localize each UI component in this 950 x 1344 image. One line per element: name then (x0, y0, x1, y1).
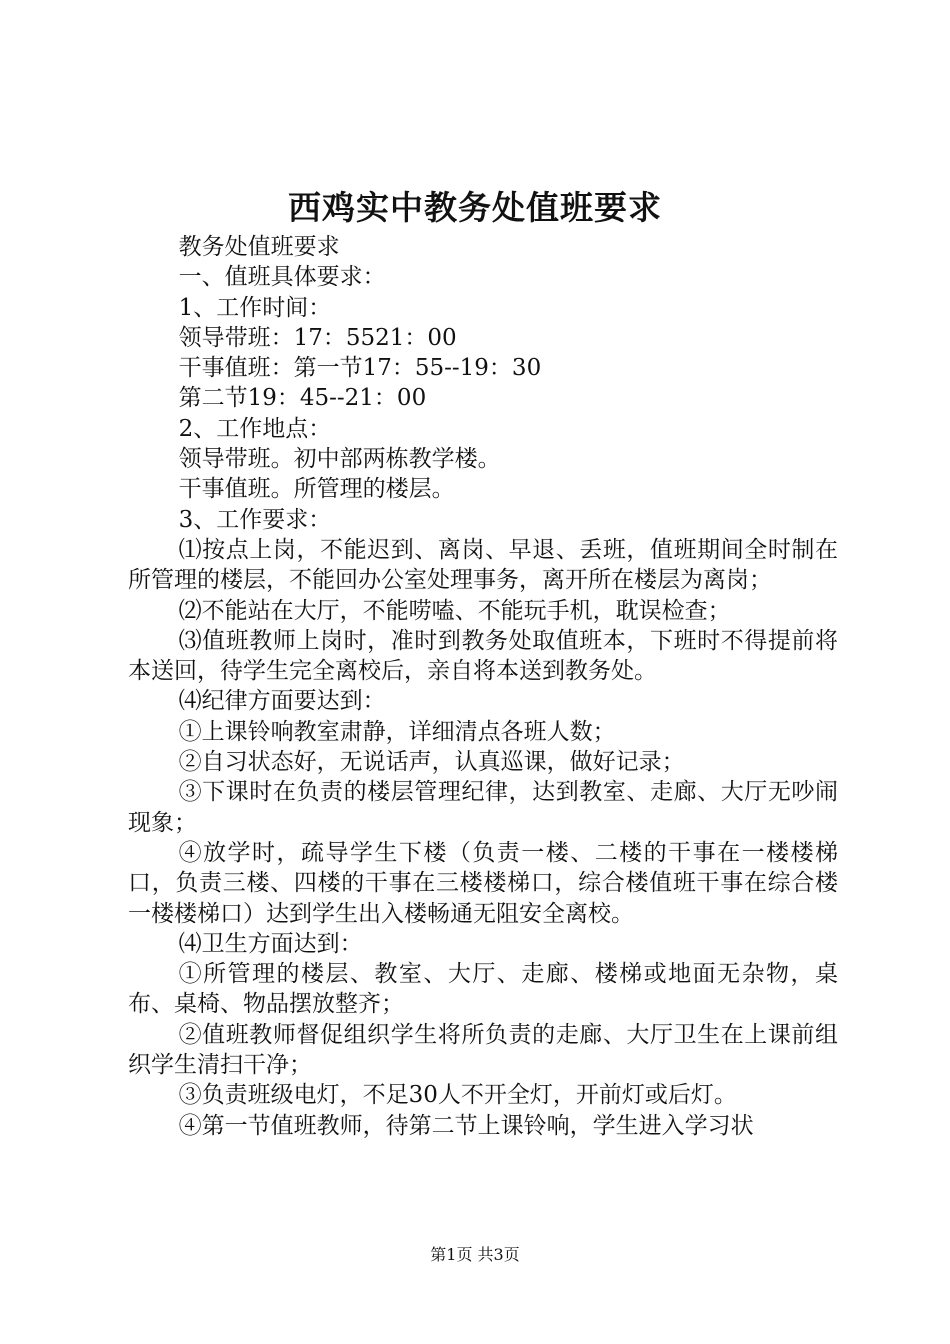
document-body (128, 232, 838, 1141)
paragraph: ②自习状态好，无说话声，认真巡课，做好记录； (178, 749, 685, 776)
paragraph: 1、工作时间： (178, 294, 332, 321)
page-title: 西鸡实中教务处值班要求 (288, 188, 662, 227)
paragraph: 一、值班具体要求： (178, 264, 386, 291)
paragraph: ②值班教师督促组织学生将所负责的走廊、大厅卫生在上课前组织学生清扫干净； (128, 1021, 838, 1079)
paragraph: ⑷卫生方面达到： (178, 930, 363, 957)
paragraph: ⑵不能站在大厅，不能唠嗑、不能玩手机，耽误检查； (178, 597, 731, 624)
paragraph: ⑶值班教师上岗时，准时到教务处取值班本，下班时不得提前将本送回，待学生完全离校后，亲自将本送到教务处。 (128, 627, 838, 685)
paragraph: 领导带班：17：5521：00 (178, 324, 457, 351)
paragraph: ⑷纪律方面要达到： (178, 688, 386, 715)
paragraph: ③负责班级电灯，不足30人不开全灯，开前灯或后灯。 (178, 1082, 737, 1109)
paragraph: ①上课铃响教室肃静，详细清点各班人数； (178, 718, 616, 745)
paragraph: 2、工作地点： (178, 415, 332, 442)
paragraph: ①所管理的楼层、教室、大厅、走廊、楼梯或地面无杂物，桌布、桌椅、物品摆放整齐； (128, 961, 838, 1018)
paragraph: 教务处值班要求 (178, 234, 340, 260)
page-number-footer: 第1页 共3页 (430, 1245, 520, 1264)
paragraph: 领导带班。初中部两栋教学楼。 (178, 446, 501, 473)
paragraph: ④第一节值班教师，待第二节上课铃响，学生进入学习状 (178, 1112, 754, 1139)
paragraph: ⑴按点上岗，不能迟到、离岗、早退、丢班，值班期间全时制在所管理的楼层，不能回办公室处理事务，离开所在楼层为离岗； (128, 536, 838, 594)
paragraph: 第二节19：45--21：00 (178, 385, 427, 412)
paragraph: 3、工作要求： (178, 506, 332, 533)
paragraph: ④放学时，疏导学生下楼（负责一楼、二楼的干事在一楼楼梯口，负责三楼、四楼的干事在三楼楼梯口，综合楼值班干事在综合楼一楼楼梯口）达到学生出入楼畅通无阻安全离校。 (128, 839, 838, 927)
paragraph: 干事值班：第一节17：55--19：30 (178, 355, 542, 382)
paragraph: 干事值班。所管理的楼层。 (178, 476, 455, 503)
paragraph: ③下课时在负责的楼层管理纪律，达到教室、走廊、大厅无吵闹现象； (128, 779, 838, 836)
